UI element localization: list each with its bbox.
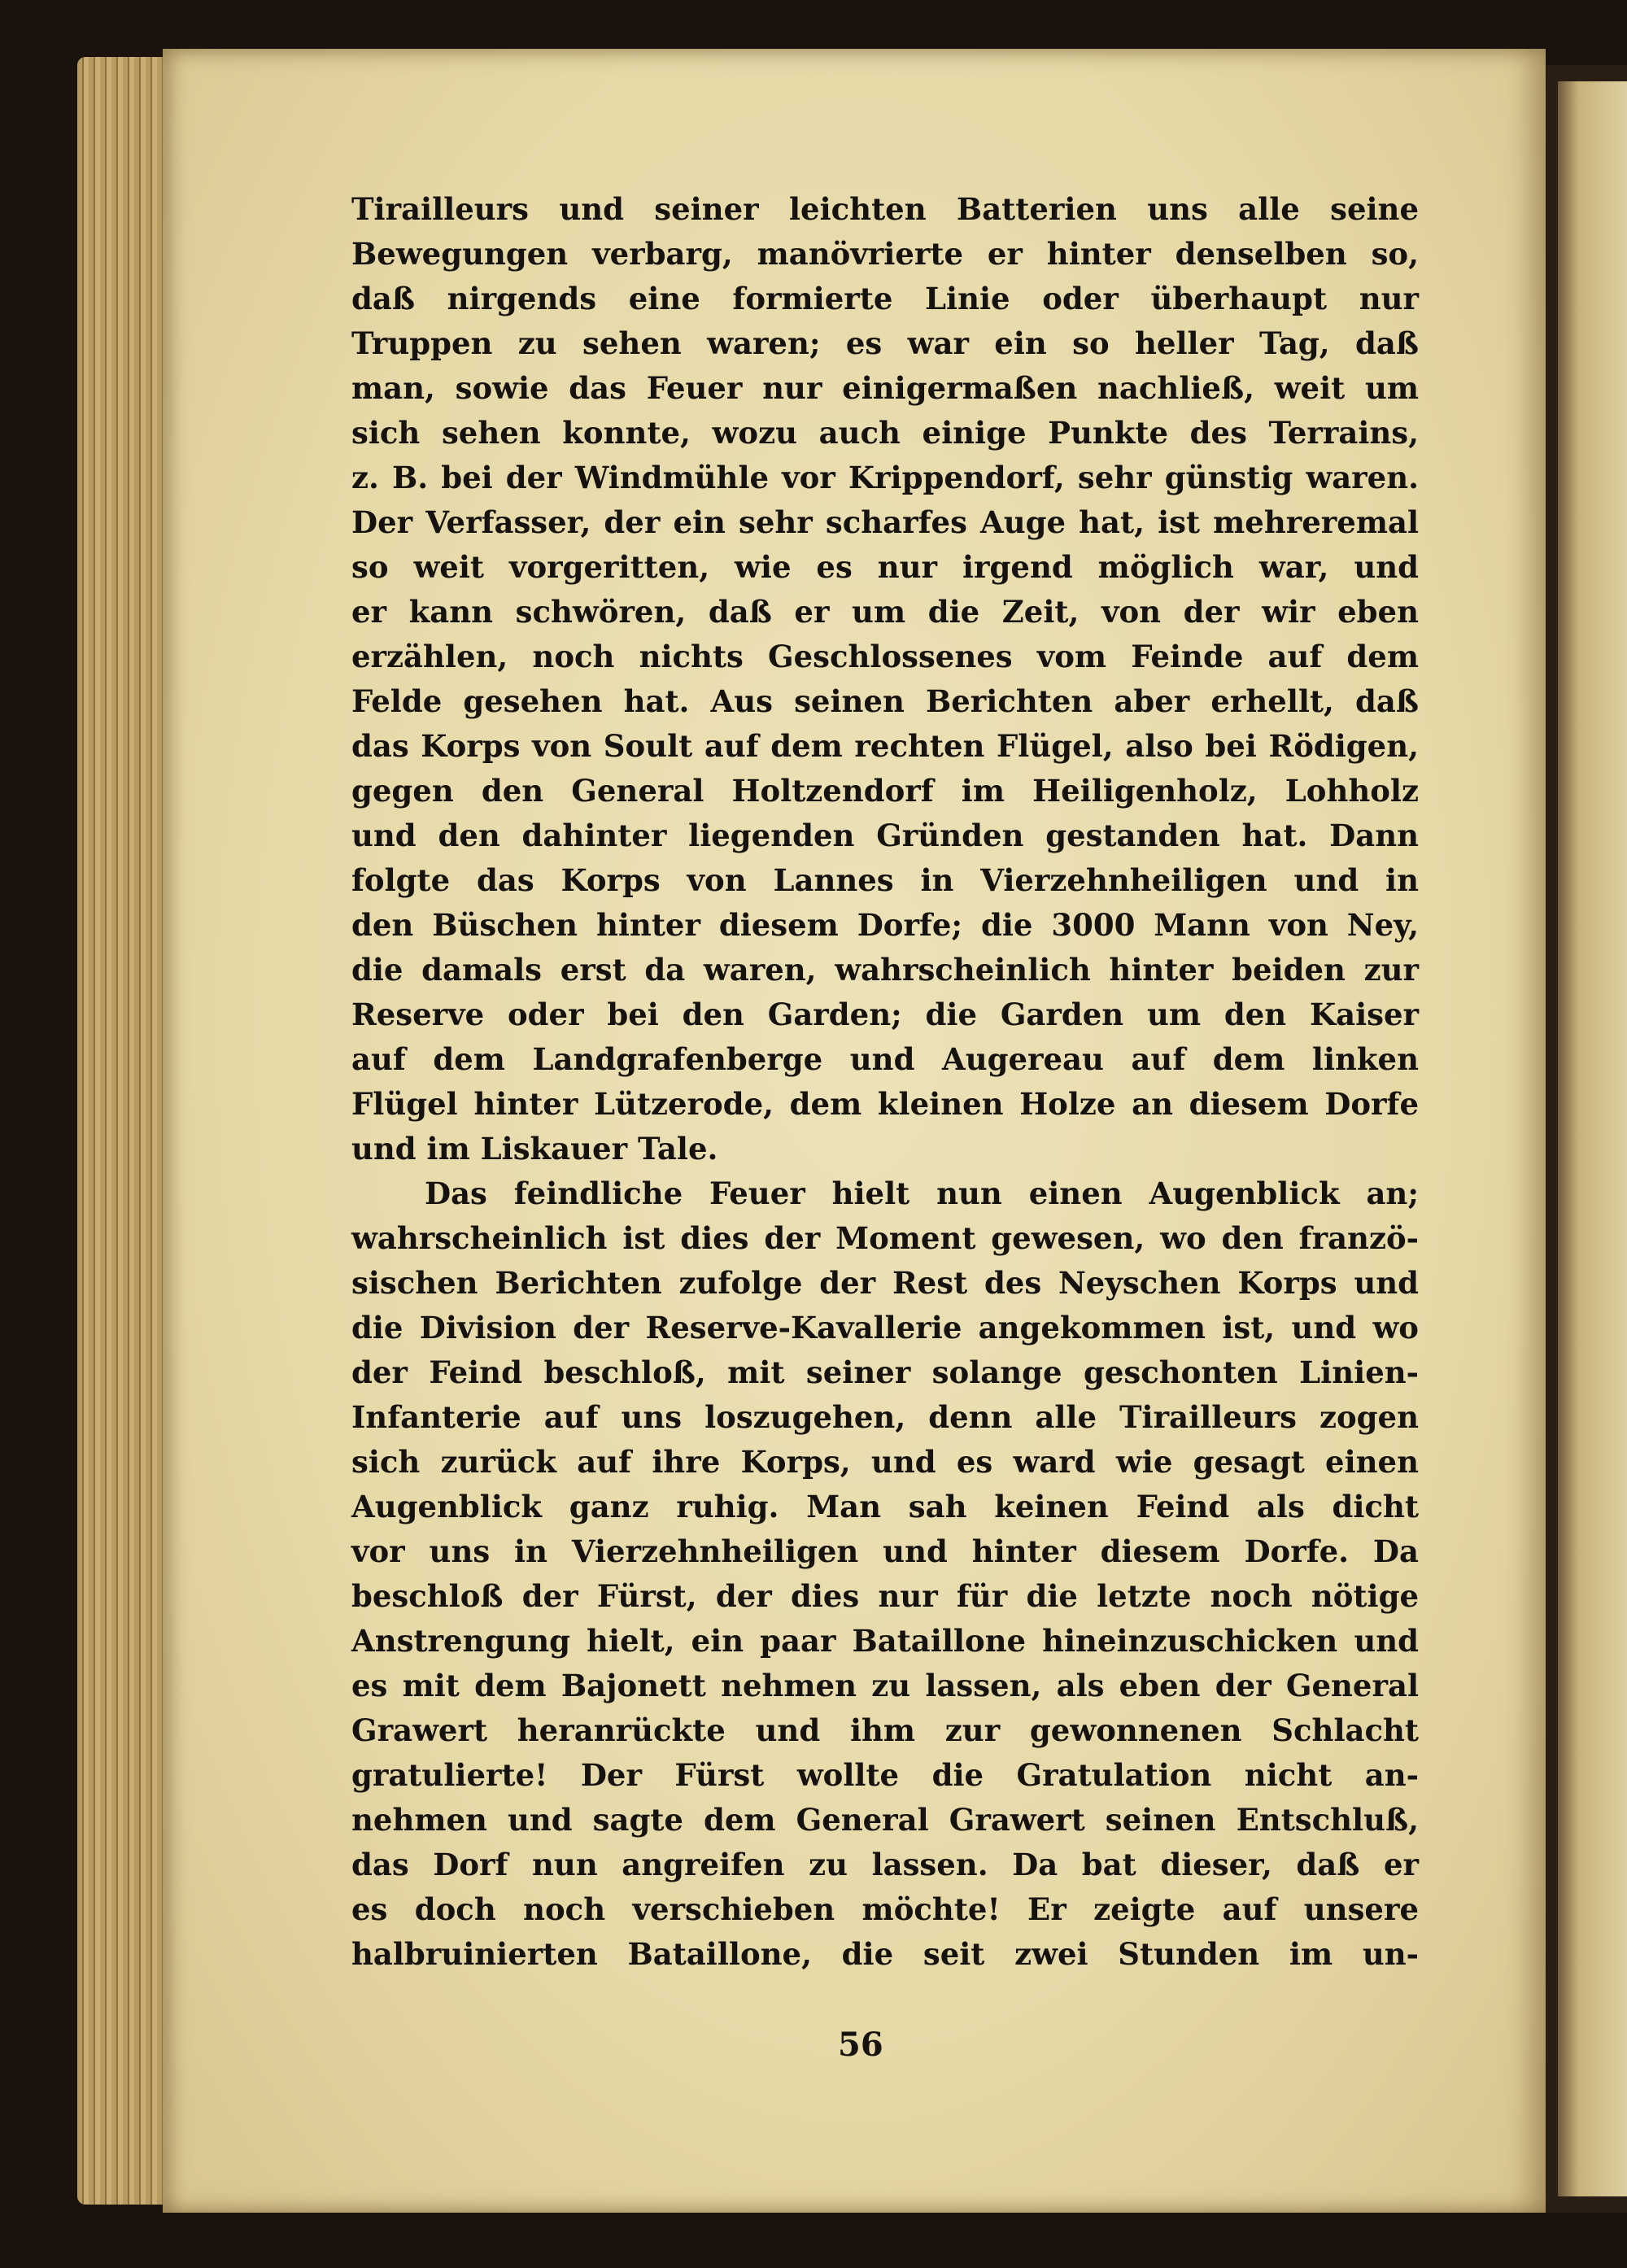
page-number: 56 bbox=[838, 2026, 883, 2064]
text-line: die damals erst da waren, wahrscheinlich hinter beiden zur bbox=[351, 952, 1419, 988]
text-line: sich sehen konnte, wozu auch einige Punkte des Terrains, bbox=[351, 415, 1419, 451]
body-text bbox=[351, 187, 1419, 1977]
text-line: Augenblick ganz ruhig. Man sah keinen Feind als dicht bbox=[351, 1489, 1419, 1524]
text-line: auf dem Landgrafenberge und Augereau auf dem linken bbox=[351, 1041, 1419, 1077]
text-line: folgte das Korps von Lannes in Vierzehnheiligen und in bbox=[351, 862, 1419, 898]
text-line: Reserve oder bei den Garden; die Garden um den Kaiser bbox=[351, 997, 1419, 1032]
text-line: nehmen und sagte dem General Grawert seinen Entschluß, bbox=[351, 1802, 1419, 1838]
text-line: z. B. bei der Windmühle vor Krippendorf, sehr günstig waren. bbox=[351, 460, 1419, 495]
text-line: gegen den General Holtzendorf im Heiligenholz, Lohholz bbox=[351, 773, 1419, 809]
text-line: Der Verfasser, der ein sehr scharfes Auge hat, ist mehreremal bbox=[351, 504, 1419, 540]
text-line: vor uns in Vierzehnheiligen und hinter diesem Dorfe. Da bbox=[351, 1533, 1419, 1569]
text-line: Das feindliche Feuer hielt nun einen Augenblick an; bbox=[425, 1175, 1419, 1211]
text-line: wahrscheinlich ist dies der Moment gewesen, wo den franzö- bbox=[351, 1220, 1419, 1256]
text-line: Anstrengung hielt, ein paar Bataillone hineinzuschicken und bbox=[351, 1623, 1419, 1659]
text-line: sischen Berichten zufolge der Rest des Neyschen Korps und bbox=[351, 1265, 1419, 1301]
text-line: Infanterie auf uns loszugehen, denn alle Tirailleurs zogen bbox=[351, 1399, 1419, 1435]
text-line: das Korps von Soult auf dem rechten Flügel, also bei Rödigen, bbox=[351, 728, 1419, 764]
text-line: und im Liskauer Tale. bbox=[351, 1131, 718, 1167]
text-line: er kann schwören, daß er um die Zeit, von der wir eben bbox=[351, 594, 1419, 630]
text-line: das Dorf nun angreifen zu lassen. Da bat dieser, daß er bbox=[351, 1847, 1419, 1882]
text-line: beschloß der Fürst, der dies nur für die letzte noch nötige bbox=[351, 1578, 1419, 1614]
text-line: Truppen zu sehen waren; es war ein so heller Tag, daß bbox=[351, 325, 1419, 361]
text-line: und den dahinter liegenden Gründen gestanden hat. Dann bbox=[351, 818, 1419, 853]
text-line: Grawert heranrückte und ihm zur gewonnenen Schlacht bbox=[351, 1712, 1419, 1748]
text-line: daß nirgends eine formierte Linie oder überhaupt nur bbox=[351, 281, 1419, 316]
text-line: man, sowie das Feuer nur einigermaßen nachließ, weit um bbox=[351, 370, 1419, 406]
text-line: Felde gesehen hat. Aus seinen Berichten aber erhellt, daß bbox=[351, 683, 1419, 719]
text-line: gratulierte! Der Fürst wollte die Gratulation nicht an- bbox=[351, 1757, 1419, 1793]
text-line: Flügel hinter Lützerode, dem kleinen Holze an diesem Dorfe bbox=[351, 1086, 1419, 1122]
facing-page-edge bbox=[1558, 81, 1627, 2196]
text-line: es mit dem Bajonett nehmen zu lassen, als eben der General bbox=[351, 1668, 1419, 1703]
text-line: Bewegungen verbarg, manövrierte er hinter denselben so, bbox=[351, 236, 1419, 272]
text-line: Tirailleurs und seiner leichten Batterien uns alle seine bbox=[351, 191, 1419, 227]
text-line: der Feind beschloß, mit seiner solange geschonten Linien- bbox=[351, 1354, 1419, 1390]
text-line: erzählen, noch nichts Geschlossenes vom Feinde auf dem bbox=[351, 639, 1419, 674]
text-line: es doch noch verschieben möchte! Er zeigte auf unsere bbox=[351, 1891, 1419, 1927]
text-line: sich zurück auf ihre Korps, und es ward wie gesagt einen bbox=[351, 1444, 1419, 1480]
text-line: so weit vorgeritten, wie es nur irgend möglich war, und bbox=[351, 549, 1419, 585]
text-line: die Division der Reserve-Kavallerie angekommen ist, und wo bbox=[351, 1310, 1419, 1346]
text-line: den Büschen hinter diesem Dorfe; die 3000 Mann von Ney, bbox=[351, 907, 1419, 943]
text-line: halbruinierten Bataillone, die seit zwei Stunden im un- bbox=[351, 1936, 1419, 1972]
